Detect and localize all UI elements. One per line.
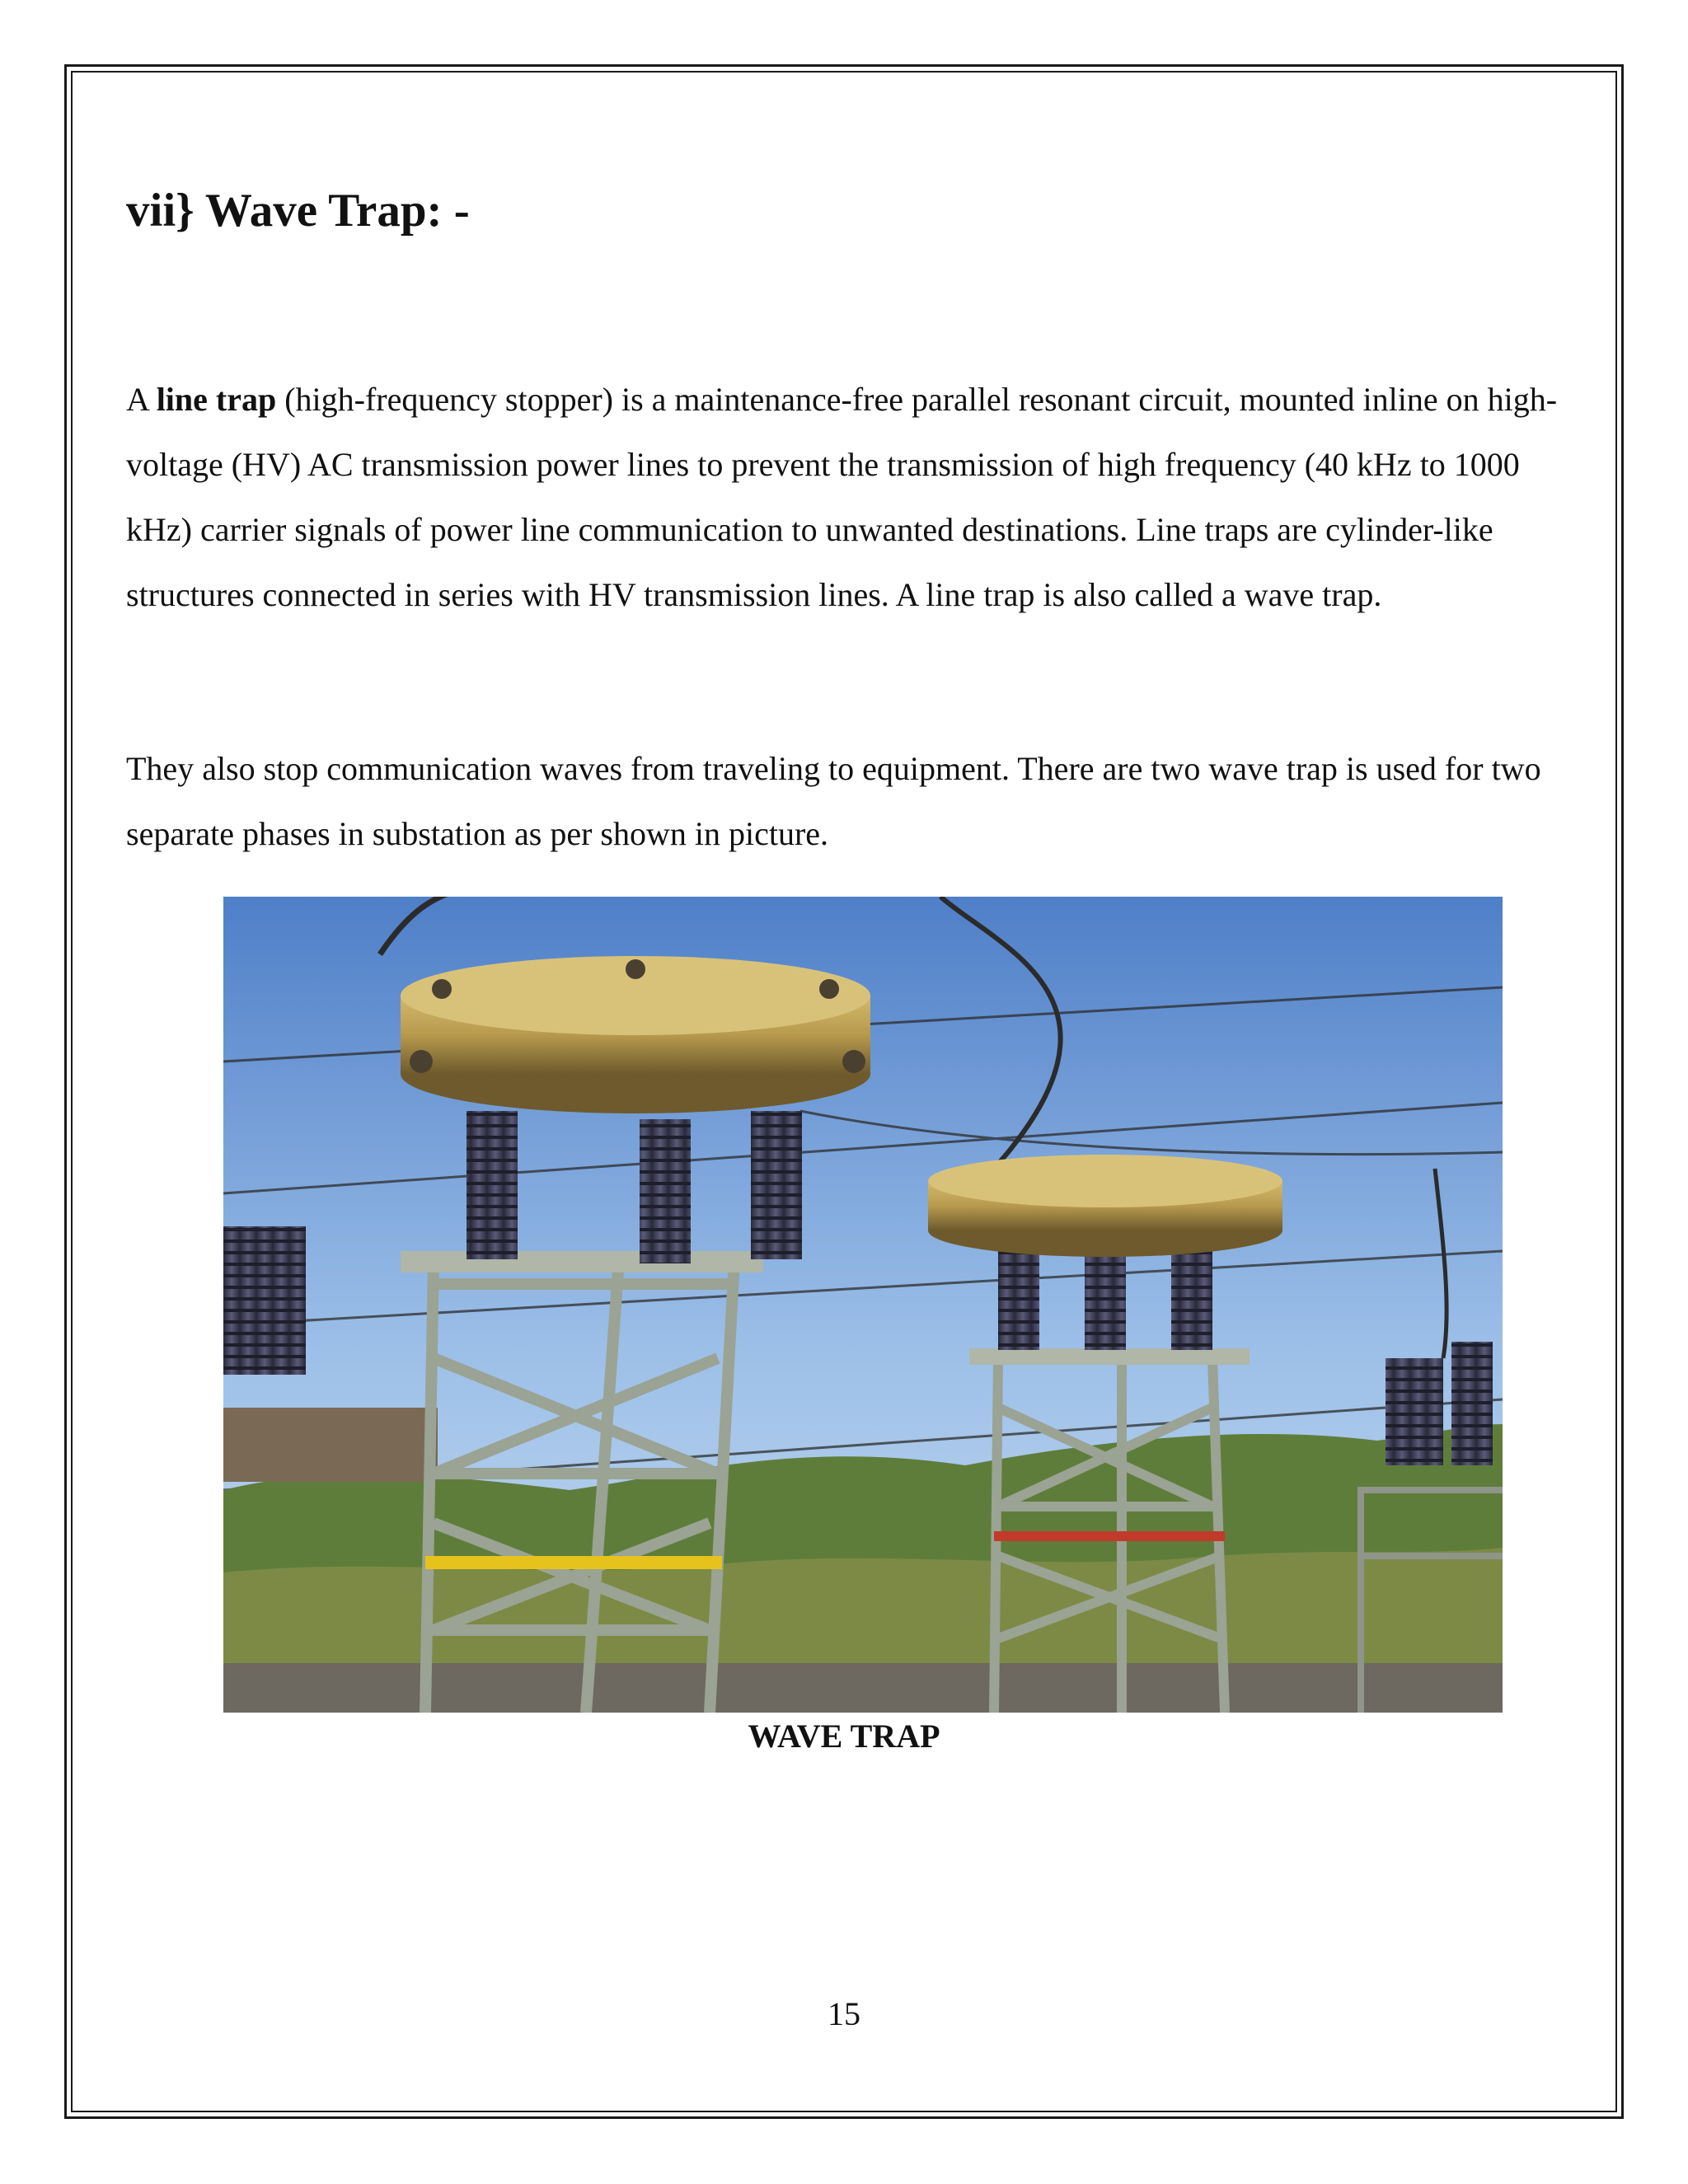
figure-caption: WAVE TRAP [748,1718,940,1755]
paragraph-communication: They also stop communication waves from traveling to equipment. There are two wave trap is used for two separate phases in substation as per shown in picture. [126,750,1541,852]
wave-trap-photo [223,897,1503,1713]
paragraph-line-trap [126,367,1560,627]
paragraph-prefix: A [126,381,157,418]
paragraph-rest: (high-frequency stopper) is a maintenance-free parallel resonant circuit, mounted inline on high-voltage (HV) AC transmission power lines to prevent the transmission of high frequency (40 kHz to 1000 kHz) carrier signals of power line communication to unwanted destinations. Line traps are cylinder-like structures connected in series with HV transmission lines. A line trap is also called a wave trap. [126,381,1558,613]
page-number: 15 [828,1995,860,2032]
section-heading: vii} Wave Trap: - [126,185,470,237]
term-line-trap: line trap [156,381,277,418]
